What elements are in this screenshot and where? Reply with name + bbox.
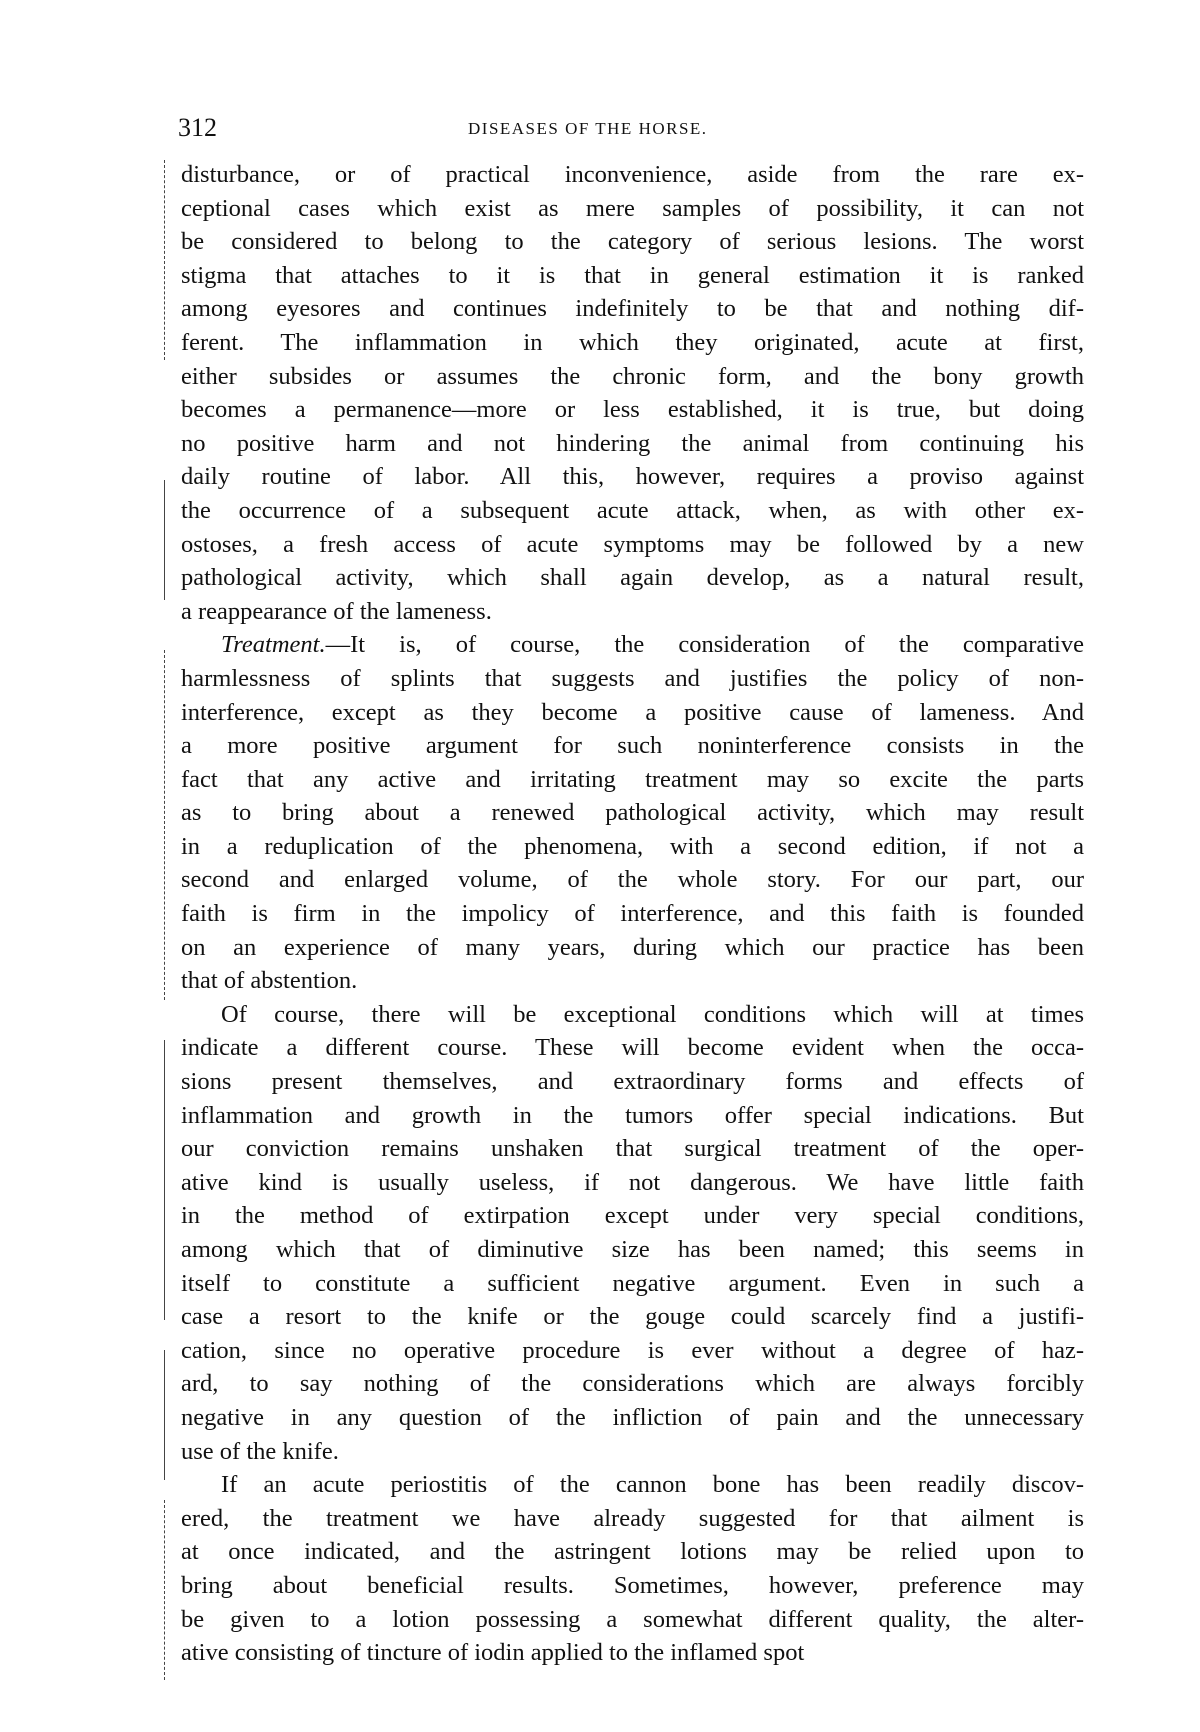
text-line	[181, 863, 1084, 897]
text-line	[181, 460, 1084, 494]
text-line	[181, 897, 1084, 931]
text-line	[181, 158, 1084, 192]
line-text: daily routine of labor. All this, however, requires a proviso against	[181, 463, 1084, 491]
line-text: bring about beneficial results. Sometimes, however, preference may	[181, 1571, 1084, 1599]
line-text: in the method of extirpation except under very special conditions,	[181, 1202, 1084, 1230]
text-line	[181, 1468, 1084, 1502]
text-line	[181, 1367, 1084, 1401]
text-line	[181, 830, 1084, 864]
line-text: interference, except as they become a positive cause of lameness. And	[181, 698, 1084, 726]
line-text: the occurrence of a subsequent acute attack, when, as with other ex-	[181, 496, 1084, 524]
line-text: second and enlarged volume, of the whole story. For our part, our	[181, 866, 1084, 894]
line-text: at once indicated, and the astringent lotions may be relied upon to	[181, 1538, 1084, 1566]
line-text: becomes a permanence—more or less established, it is true, but doing	[181, 396, 1084, 424]
line-text: —It is, of course, the consideration of the comparative	[325, 631, 1084, 659]
line-text: that of abstention.	[181, 967, 358, 995]
line-text: either subsides or assumes the chronic form, and the bony growth	[181, 362, 1084, 390]
text-line	[181, 1300, 1084, 1334]
text-line	[181, 360, 1084, 394]
line-text: fact that any active and irritating treatment may so excite the parts	[181, 765, 1084, 793]
line-text: among which that of diminutive size has been named; this seems in	[181, 1236, 1084, 1263]
line-text: pathological activity, which shall again develop, as a natural result,	[181, 564, 1084, 592]
text-line	[181, 1132, 1084, 1166]
running-title: DISEASES OF THE HORSE.	[468, 119, 708, 138]
text-line	[181, 931, 1084, 965]
text-line	[181, 192, 1084, 226]
paragraph	[181, 1468, 1084, 1670]
line-text: harmlessness of splints that suggests and justifies the policy of non-	[181, 664, 1084, 692]
line-text: a more positive argument for such noninterference consists in the	[181, 732, 1084, 760]
margin-mark	[164, 650, 165, 1000]
text-line	[181, 326, 1084, 360]
margin-mark	[164, 1350, 165, 1480]
body-text	[181, 158, 1084, 1670]
line-text: ative consisting of tincture of iodin applied to the inflamed spot	[181, 1639, 805, 1667]
line-text: a reappearance of the lameness.	[181, 597, 492, 625]
page-header	[178, 113, 1078, 149]
text-line	[181, 1636, 1084, 1670]
text-line	[181, 1065, 1084, 1099]
line-text: case a resort to the knife or the gouge could scarcely find a justifi-	[181, 1303, 1084, 1331]
line-text: negative in any question of the infliction of pain and the unnecessary	[181, 1403, 1084, 1431]
line-text: be given to a lotion possessing a somewhat different quality, the alter-	[181, 1605, 1084, 1633]
section-heading-inline: Treatment.	[221, 631, 326, 659]
text-line	[181, 1334, 1084, 1368]
line-text: as to bring about a renewed pathological activity, which may result	[181, 799, 1084, 827]
text-line	[181, 1031, 1084, 1065]
text-line	[181, 528, 1084, 562]
line-text: stigma that attaches to it is that in general estimation it is ranked	[181, 261, 1084, 289]
line-text: on an experience of many years, during which our practice has been	[181, 933, 1084, 961]
text-line	[181, 998, 1084, 1032]
text-line	[181, 494, 1084, 528]
line-text: among eyesores and continues indefinitely to be that and nothing dif-	[181, 295, 1084, 323]
line-text: ostoses, a fresh access of acute symptoms may be followed by a new	[181, 530, 1084, 558]
text-line	[181, 1267, 1084, 1301]
margin-mark	[164, 1040, 165, 1320]
line-text: inflammation and growth in the tumors offer special indications. But	[181, 1101, 1084, 1129]
line-text: be considered to belong to the category of serious lesions. The worst	[181, 228, 1084, 256]
text-line	[181, 1099, 1084, 1133]
line-text: sions present themselves, and extraordinary forms and effects of	[181, 1068, 1084, 1096]
text-line	[181, 1199, 1084, 1233]
line-text: ative kind is usually useless, if not dangerous. We have little faith	[181, 1168, 1084, 1196]
text-line	[181, 292, 1084, 326]
text-line	[181, 561, 1084, 595]
line-text: ferent. The inflammation in which they originated, acute at first,	[181, 328, 1084, 356]
text-line	[181, 763, 1084, 797]
line-text: itself to constitute a sufficient negative argument. Even in such a	[181, 1269, 1084, 1297]
line-text: disturbance, or of practical inconvenience, aside from the rare ex-	[181, 161, 1084, 188]
line-text: use of the knife.	[181, 1437, 339, 1465]
line-text: If an acute periostitis of the cannon bone has been readily discov-	[221, 1471, 1084, 1499]
paragraph	[181, 998, 1084, 1468]
line-text: cation, since no operative procedure is ever without a degree of haz-	[181, 1336, 1084, 1364]
line-text: no positive harm and not hindering the animal from continuing his	[181, 429, 1084, 457]
text-line	[181, 628, 1084, 662]
text-line	[181, 662, 1084, 696]
text-line	[181, 1603, 1084, 1637]
margin-mark	[164, 160, 165, 360]
line-text: indicate a different course. These will become evident when the occa-	[181, 1034, 1084, 1062]
line-text: ered, the treatment we have already suggested for that ailment is	[181, 1504, 1084, 1532]
line-text: ard, to say nothing of the considerations which are always forcibly	[181, 1370, 1084, 1398]
text-line	[181, 427, 1084, 461]
line-text: Of course, there will be exceptional conditions which will at times	[221, 1000, 1084, 1028]
text-line	[181, 1535, 1084, 1569]
line-text: our conviction remains unshaken that surgical treatment of the oper-	[181, 1135, 1084, 1163]
text-line	[181, 1435, 1084, 1469]
text-line	[181, 393, 1084, 427]
text-line	[181, 259, 1084, 293]
text-line	[181, 964, 1084, 998]
text-line	[181, 1401, 1084, 1435]
page-number: 312	[178, 113, 217, 142]
margin-mark	[164, 1500, 165, 1680]
margin-mark	[164, 480, 165, 600]
text-line	[181, 595, 1084, 629]
text-line	[181, 1166, 1084, 1200]
paragraph	[181, 628, 1084, 998]
text-line	[181, 1233, 1084, 1267]
line-text: in a reduplication of the phenomena, with a second edition, if not a	[181, 832, 1084, 860]
text-line	[181, 1569, 1084, 1603]
text-line	[181, 225, 1084, 259]
paragraph	[181, 158, 1084, 628]
text-line	[181, 1502, 1084, 1536]
text-line	[181, 796, 1084, 830]
line-text: ceptional cases which exist as mere samples of possibility, it can not	[181, 194, 1084, 222]
line-text: faith is firm in the impolicy of interference, and this faith is founded	[181, 900, 1084, 928]
text-line	[181, 696, 1084, 730]
text-line	[181, 729, 1084, 763]
